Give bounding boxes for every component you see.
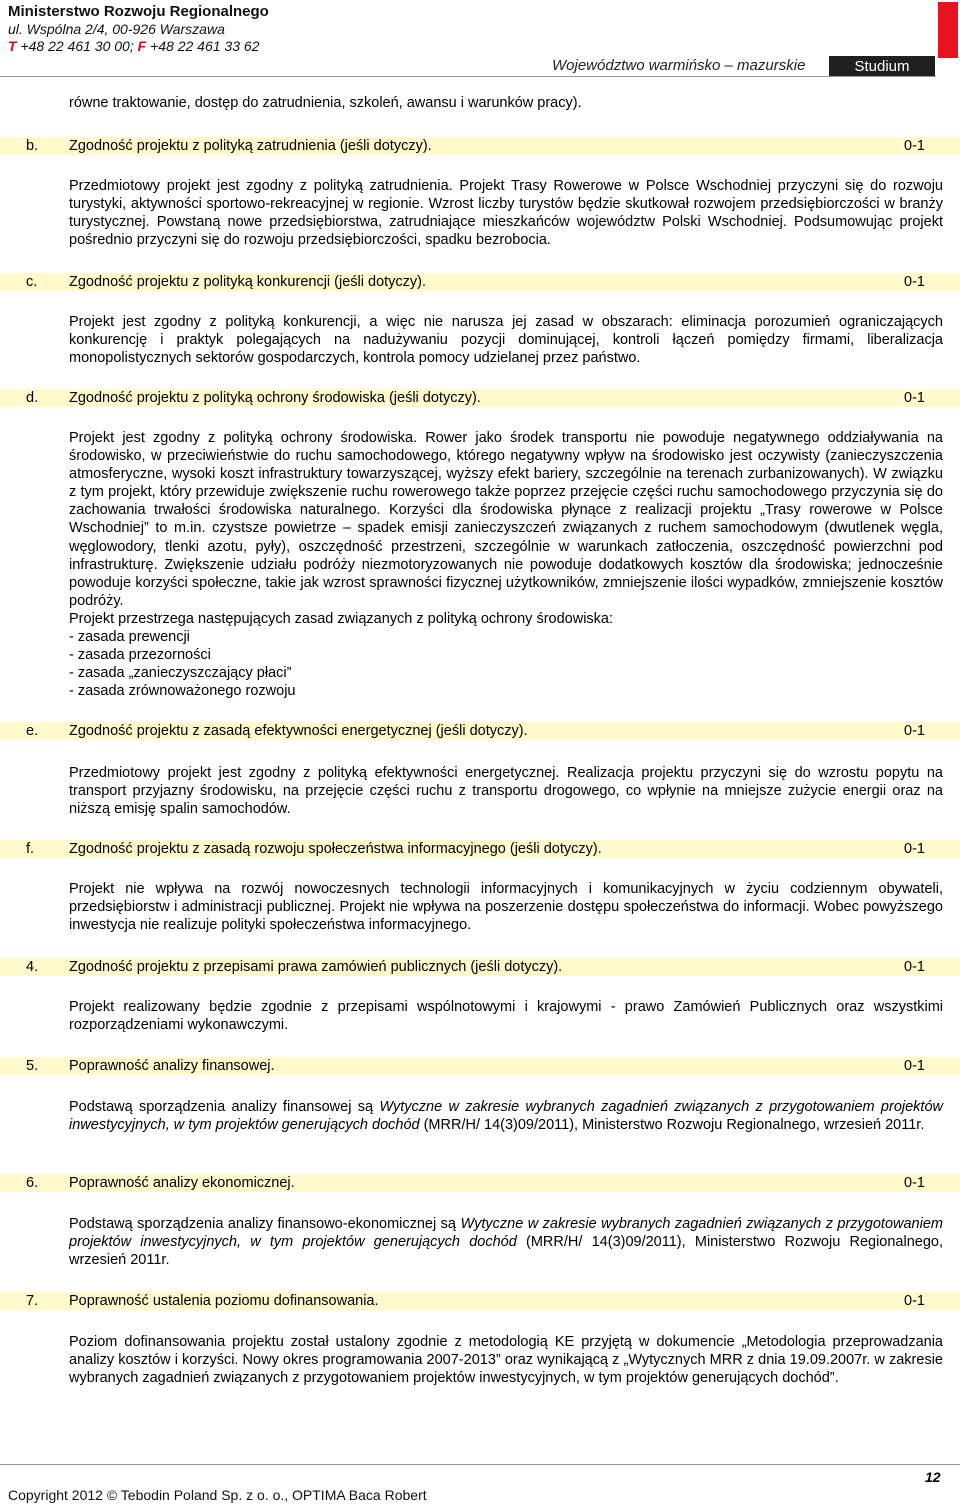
page-header: [0, 0, 960, 80]
rules-intro: Projekt przestrzega następujących zasad związanych z polityką ochrony środowiska:: [69, 610, 614, 627]
section-score: 0-1: [904, 390, 925, 406]
section-score: 0-1: [904, 723, 925, 739]
section-title: Zgodność projektu z zasadą rozwoju społeczeństwa informacyjnego (jeśli dotyczy).: [69, 841, 602, 857]
section-label: b.: [26, 138, 39, 154]
ministry-name: Ministerstwo Rozwoju Regionalnego: [8, 3, 269, 20]
text-part: (MRR/H/ 14(3)09/2011), Ministerstwo Rozwoju Regionalnego, wrzesień 2011r.: [419, 1117, 925, 1134]
section-score: 0-1: [904, 1175, 925, 1191]
section-title: Zgodność projektu z przepisami prawa zamówień publicznych (jeśli dotyczy).: [69, 959, 563, 975]
study-tab: Studium: [829, 56, 935, 76]
section-score: 0-1: [904, 1058, 925, 1074]
header-divider: [0, 76, 936, 77]
phone-label: T: [8, 38, 17, 54]
page-number: 12: [925, 1469, 941, 1485]
section-6-text: [69, 1215, 943, 1269]
section-5-header: [0, 1057, 960, 1075]
section-c-header: [0, 273, 960, 291]
phone-number: +48 22 461 30 00;: [16, 38, 138, 54]
section-label: 4.: [26, 959, 39, 975]
text-part: Podstawą sporządzenia analizy finansowo-ekonomicznej są: [69, 1216, 461, 1232]
section-d-header: [0, 389, 960, 407]
intro-tail: równe traktowanie, dostęp do zatrudnienia, szkoleń, awansu i warunków pracy).: [69, 95, 582, 111]
fax-label: F: [137, 38, 147, 54]
rule-item: - zasada „zanieczyszczający płaci”: [69, 665, 292, 682]
section-d-text: [69, 429, 943, 700]
section-b-header: [0, 137, 960, 155]
section-title: Poprawność ustalenia poziomu dofinansowania.: [69, 1293, 379, 1309]
section-c-text: Projekt jest zgodny z polityką konkurencji, a więc nie narusza jej zasad w obszarach: eliminacja porozumień ograniczających konkurencję i praktyk polegających na nadużywaniu pozycji dominującej, kontroli łączeń pomiędzy firmami, liberalizacja monopolistycznych sektorów gospodarczych, kontrola pomocy udzielanej przez państwo.: [69, 314, 943, 367]
section-title: Poprawność analizy ekonomicznej.: [69, 1175, 295, 1191]
guideline-title: Wytyczne w zakresie wybranych zagadnień związanych z przygotowaniem projektów inwestycyjnych, w tym projektów generujących dochód: [69, 1216, 943, 1251]
rule-item: - zasada zrównoważonego rozwoju: [69, 683, 296, 700]
guideline-title: Wytyczne w zakresie wybranych zagadnień związanych z przygotowaniem projektów inwestycyjnych, w tym projektów generujących dochód: [69, 1099, 943, 1134]
text-part: (MRR/H/ 14(3)09/2011), Ministerstwo Rozwoju Regionalnego, wrzesień 2011r.: [69, 1234, 943, 1269]
section-d-body: Projekt jest zgodny z polityką ochrony środowiska. Rower jako środek transportu nie powoduje negatywnego oddziaływania na środowisko, w przeciwieństwie do ruchu samochodowego, którego negatywny wpływ na środowisko jest oczywisty (zanieczyszczenia atmosferyczne, wysoki koszt infrastruktury towarzyszącej, wyższy efekt bariery, szczególnie na terenach zurbanizowanych). W związku z tym projekt, który przewiduje zwiększenie ruchu rowerowego także poprzez przejęcie części ruchu samochodowego przyczynia się do zachowania trwałości środowiska naturalnego. Korzyści dla środowiska płynące z realizacji projektu „Trasy rowerowe w Polsce Wschodniej” to m.in. czystsze powietrze – spadek emisji zanieczyszczeń związanych z ruchem samochodowym (dwutlenek węgla, węglowodory, tlenki azotu, pyły), oszczędność przestrzeni, szczególnie w warunkach zatłoczenia, oszczędność powierzchni pod infrastrukturę. Zwiększenie udziału podróży niezmotoryzowanych nie powoduje dodatkowych kosztów dla środowiska; jednocześnie powoduje korzyści społeczne, takie jak wzrost sprawności fizycznej użytkowników, zmniejszenie ilości wypadków, zmniejszenie kosztów podróży.: [69, 430, 943, 609]
section-f-header: [0, 840, 960, 858]
section-f-text: Projekt nie wpływa na rozwój nowoczesnych technologii informacyjnych i komunikacyjnych w życiu codziennym obywateli, przedsiębiorstw i administracji publicznej. Projekt nie wpływa na poszerzenie dostępu społeczeństwa do informacji. Wobec powyższego inwestycja nie realizuje polityki społeczeństwa informacyjnego.: [69, 881, 943, 934]
section-label: c.: [26, 274, 38, 290]
rule-item: - zasada prewencji: [69, 629, 190, 646]
section-4-text: Projekt realizowany będzie zgodnie z przepisami wspólnotowymi i krajowymi - prawo Zamówień Publicznych oraz wszystkimi rozporządzeniami wykonawczymi.: [69, 999, 943, 1034]
copyright-note: Copyright 2012 © Tebodin Poland Sp. z o. o., OPTIMA Baca Robert: [8, 1487, 427, 1503]
text-part: Podstawą sporządzenia analizy finansowej są: [69, 1099, 380, 1115]
rule-item: - zasada przezorności: [69, 647, 211, 664]
brand-bar: [938, 2, 958, 58]
section-score: 0-1: [904, 841, 925, 857]
section-title: Zgodność projektu z polityką ochrony środowiska (jeśli dotyczy).: [69, 390, 481, 406]
section-e-header: [0, 722, 960, 740]
section-7-header: [0, 1292, 960, 1310]
footer-divider: [0, 1464, 960, 1465]
ministry-address: ul. Wspólna 2/4, 00-926 Warszawa: [8, 21, 225, 37]
section-score: 0-1: [904, 138, 925, 154]
section-label: 7.: [26, 1293, 39, 1309]
section-title: Zgodność projektu z polityką konkurencji (jeśli dotyczy).: [69, 274, 427, 290]
section-7-text: Poziom dofinansowania projektu został ustalony zgodnie z metodologią KE przyjętą w dokumencie „Metodologia przeprowadzania analizy kosztów i korzyści. Nowy okres programowania 2007-2013” oraz wynikającą z „Wytycznych MRR z dnia 19.09.2007r. w zakresie wybranych zagadnień związanych z przygotowaniem projektów inwestycyjnych, w tym projektów generujących dochód”.: [69, 1334, 943, 1387]
section-e-text: Przedmiotowy projekt jest zgodny z polityką efektywności energetycznej. Realizacja projektu przyczyni się do wzrostu popytu na transport przyjazny środowisku, na przejęcie części ruchu z transportu drogowego, co wpłynie na mniejsze zużycie energii oraz na niższą emisję spalin samochodów.: [69, 765, 943, 818]
section-4-header: [0, 958, 960, 976]
section-label: 5.: [26, 1058, 39, 1074]
section-score: 0-1: [904, 274, 925, 290]
section-label: 6.: [26, 1175, 39, 1191]
section-6-header: [0, 1174, 960, 1192]
section-label: e.: [26, 723, 39, 739]
section-title: Zgodność projektu z zasadą efektywności energetycznej (jeśli dotyczy).: [69, 723, 528, 739]
section-score: 0-1: [904, 1293, 925, 1309]
section-title: Poprawność analizy finansowej.: [69, 1058, 275, 1074]
region-label: Województwo warmińsko – mazurskie: [552, 57, 806, 74]
section-title: Zgodność projektu z polityką zatrudnienia (jeśli dotyczy).: [69, 138, 432, 154]
section-5-text: [69, 1098, 943, 1134]
ministry-phones: [8, 38, 259, 54]
fax-number: +48 22 461 33 62: [146, 38, 260, 54]
section-label: d.: [26, 390, 39, 406]
section-score: 0-1: [904, 959, 925, 975]
section-label: f.: [26, 841, 35, 857]
section-b-text: Przedmiotowy projekt jest zgodny z polityką zatrudnienia. Projekt Trasy Rowerowe w Polsce Wschodniej przyczyni się do rozwoju turystyki, aktywności sportowo-rekreacyjnej w regionie. Wzrost liczby turystów będzie skutkował rozwojem przedsiębiorczości w branży turystycznej. Powstaną nowe przedsiębiorstwa, zatrudniające mieszkańców województw Polski Wschodniej. Podsumowując projekt pośrednio przyczyni się do rozwoju przedsiębiorczości, spadku bezrobocia.: [69, 178, 943, 249]
